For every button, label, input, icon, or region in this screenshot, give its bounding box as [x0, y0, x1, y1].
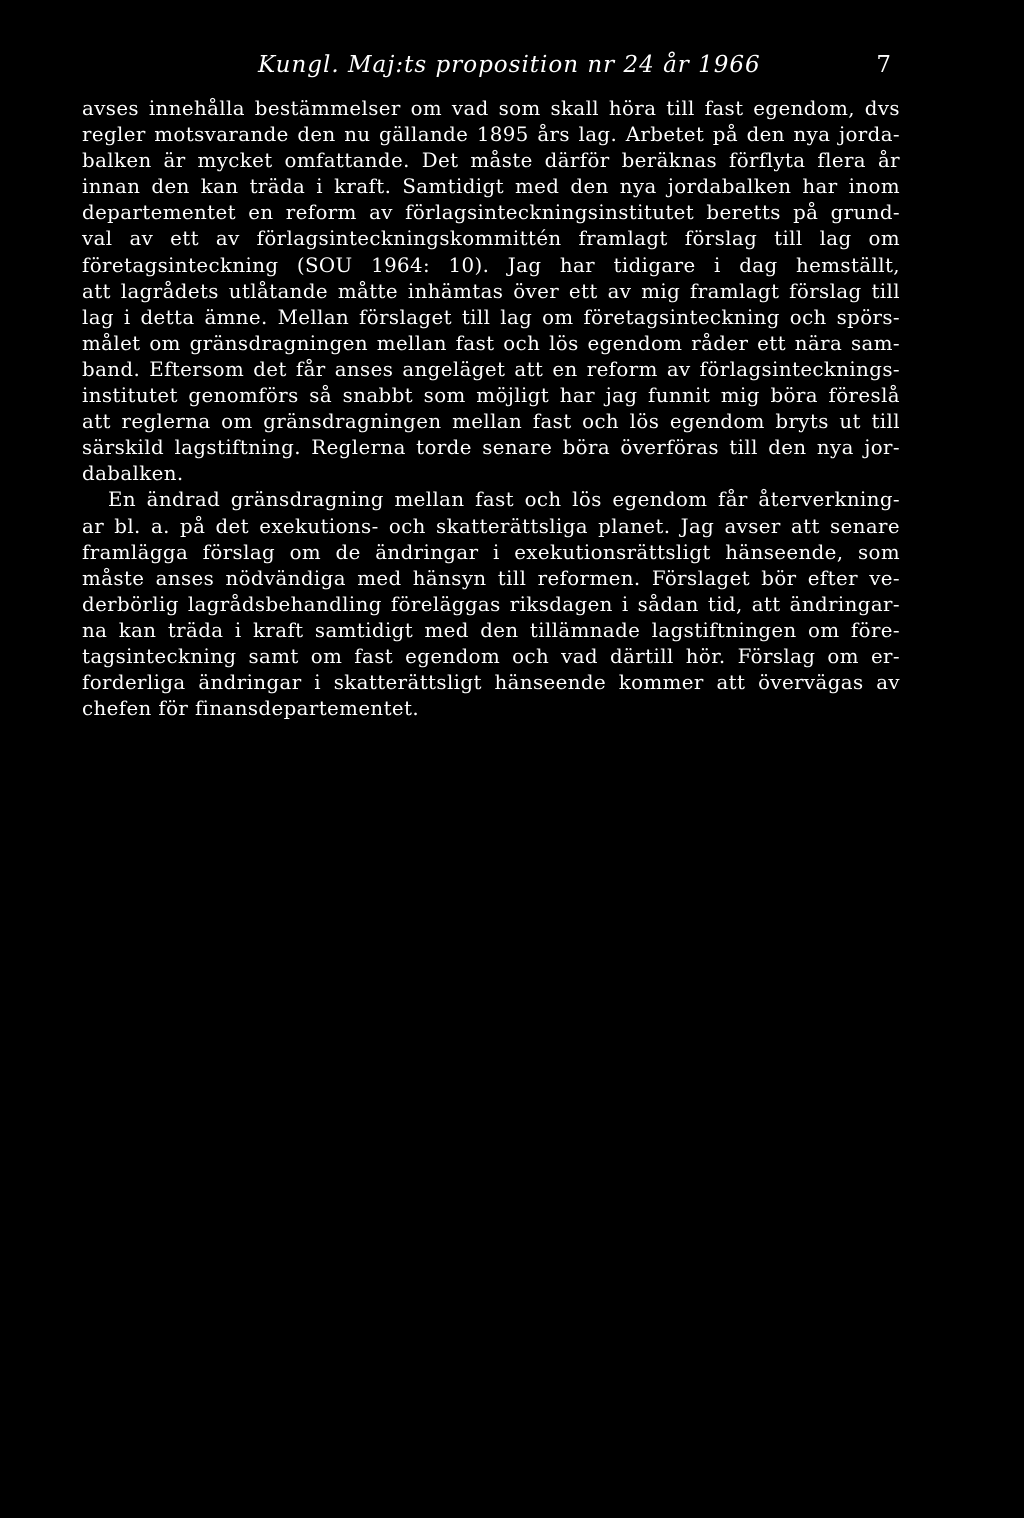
text-line: tagsinteckning samt om fast egendom och vad därtill hör. Förslag om er-: [82, 644, 900, 668]
text-line: framlägga förslag om de ändringar i exekutionsrättsligt hänseende, som: [82, 540, 900, 564]
body-text: [82, 96, 900, 722]
text-line: avses innehålla bestämmelser om vad som skall höra till fast egendom, dvs: [82, 97, 900, 120]
text-line: lag i detta ämne. Mellan förslaget till lag om företagsinteckning och spörs-: [82, 305, 900, 329]
text-line: val av ett av förlagsinteckningskommittén framlagt förslag till lag om: [82, 227, 900, 251]
text-line: institutet genomförs så snabbt som möjligt har jag funnit mig böra föreslå: [82, 384, 900, 408]
text-line: forderliga ändringar i skatterättsligt hänseende kommer att övervägas av: [82, 671, 900, 695]
paragraph-2: [82, 487, 900, 722]
text-line: band. Eftersom det får anses angeläget att en reform av förlagsintecknings-: [82, 357, 900, 381]
text-line: na kan träda i kraft samtidigt med den tillämnade lagstiftningen om före-: [82, 618, 900, 642]
text-line: derbörlig lagrådsbehandling föreläggas riksdagen i sådan tid, att ändringar-: [82, 592, 900, 616]
text-line: särskild lagstiftning. Reglerna torde senare böra överföras till den nya jor-: [82, 436, 900, 460]
text-line: att reglerna om gränsdragningen mellan fast och lös egendom bryts ut till: [82, 410, 900, 434]
text-line: att lagrådets utlåtande måtte inhämtas över ett av mig framlagt förslag till: [82, 279, 900, 303]
text-line: En ändrad gränsdragning mellan fast och lös egendom får återverkning-: [108, 488, 900, 512]
text-line: chefen för finansdepartementet.: [82, 697, 420, 721]
text-line: innan den kan träda i kraft. Samtidigt med den nya jordabalken har inom: [82, 175, 900, 199]
text-line: målet om gränsdragningen mellan fast och lös egendom råder ett nära sam-: [82, 331, 900, 355]
text-line: balken är mycket omfattande. Det måste därför beräknas förflyta flera år: [82, 149, 900, 173]
text-line: företagsinteckning (SOU 1964: 10). Jag har tidigare i dag hemställt,: [82, 253, 900, 277]
running-head: Kungl. Maj:ts proposition nr 24 år 1966: [258, 52, 761, 78]
paragraph-1: [82, 96, 900, 487]
text-line: måste anses nödvändiga med hänsyn till reformen. Förslaget bör efter ve-: [82, 566, 900, 590]
page-number: 7: [876, 52, 891, 78]
text-line: ar bl. a. på det exekutions- och skatterättsliga planet. Jag avser att senare: [82, 514, 900, 538]
text-line: regler motsvarande den nu gällande 1895 års lag. Arbetet på den nya jorda-: [82, 123, 900, 147]
text-line: departementet en reform av förlagsinteckningsinstitutet beretts på grund-: [82, 201, 900, 225]
text-line: dabalken.: [82, 462, 184, 486]
